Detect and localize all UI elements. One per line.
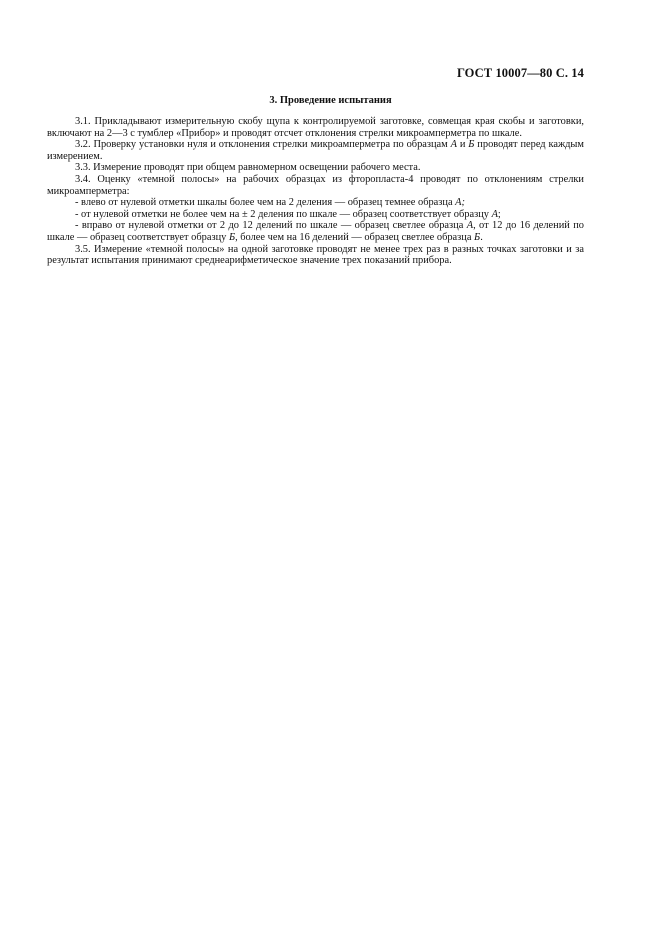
paragraph-3-4: 3.4. Оценку «темной полосы» на рабочих образцах из фторопласта-4 проводят по отклонениям стрелки микроамперметра: xyxy=(47,173,584,197)
paragraph-3-5: 3.5. Измерение «темной полосы» на одной заготовке проводят не менее трех раз в разных точках заготовки и за результат испытания принимают среднеарифметическое значение трех показаний прибора. xyxy=(47,243,584,267)
paragraph-3-2-text-start: 3.2. Проверку установки нуля и отклонения стрелки микроамперметра по образцам xyxy=(75,139,451,151)
paragraph-3-1: 3.1. Прикладывают измерительную скобу щупа к контролируемой заготовке, совмещая края скобы и заготовки, включают на 2—3 с тумблер «Прибор» и проводят отсчет отклонения стрелки микроамперметра по шкале. xyxy=(47,116,584,139)
paragraph-3-3: 3.3. Измерение проводят при общем равномерном освещении рабочего места. xyxy=(75,162,421,174)
paragraph-3-2-text-end: проводят перед каждым измерением. xyxy=(47,139,584,162)
list-item-right-text-2: , от 12 до 16 делений по шкале — образец соответствует образцу xyxy=(47,220,584,243)
sample-a-label: А xyxy=(450,139,457,151)
list-item-right-text-1: - вправо от нулевой отметки от 2 до 12 делений по шкале — образец светлее образца xyxy=(75,220,467,232)
list-item-zero-tail: ; xyxy=(497,208,501,220)
sample-a-label: А xyxy=(466,220,474,232)
sample-b-label: Б xyxy=(228,231,236,243)
sample-a-label: А; xyxy=(455,197,465,209)
list-item-right-deviation xyxy=(47,220,584,243)
sample-b-label: Б xyxy=(468,139,475,151)
list-item-zero-text: - от нулевой отметки не более чем на ± 2 деления по шкале — образец соответствует образцу xyxy=(75,208,492,220)
paragraph-3-2 xyxy=(47,139,584,162)
list-item-right-text-3: , более чем на 16 делений — образец светлее образца xyxy=(235,231,475,243)
section-title: 3. Проведение испытания xyxy=(269,95,392,106)
paragraph-3-2-and: и xyxy=(456,139,469,151)
sample-a-label: А xyxy=(491,208,498,220)
sample-b-label: Б xyxy=(474,231,481,243)
document-body xyxy=(47,116,584,267)
list-item-right-text-4: . xyxy=(480,231,483,243)
list-item-left-text: - влево от нулевой отметки шкалы более чем на 2 деления — образец темнее образца xyxy=(75,197,456,209)
list-item-left-deviation xyxy=(47,197,584,209)
list-item-zero-deviation xyxy=(47,209,584,221)
page-header-standard-ref: ГОСТ 10007—80 С. 14 xyxy=(456,66,584,80)
